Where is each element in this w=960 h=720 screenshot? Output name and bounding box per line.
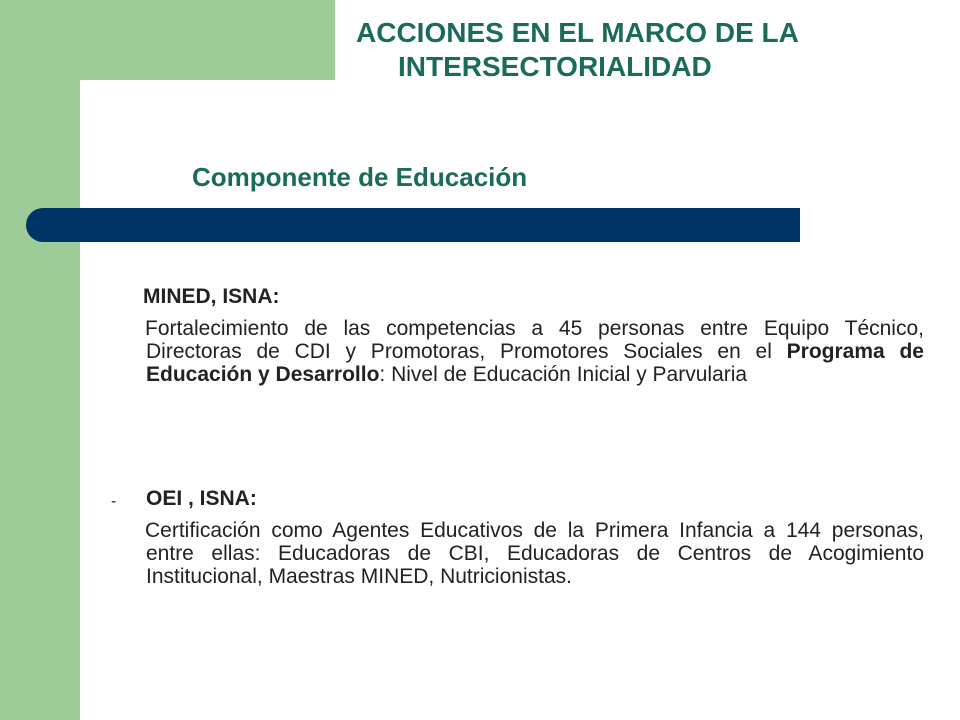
slide-title-line-2: INTERSECTORIALIDAD xyxy=(398,51,712,82)
slide-title xyxy=(340,16,940,84)
section-1-program-name: Programa de Educación y Desarrollo xyxy=(146,340,924,386)
green-left-panel xyxy=(0,0,80,720)
section-1-heading: MINED, ISNA: xyxy=(143,285,280,308)
section-2-text: Certificación como Agentes Educativos de la Primera Infancia a 144 personas, entre ellas: Educadoras de CBI, Educadoras de Centros de Acogimiento Institucional, Maestras MINED, Nutricionistas. xyxy=(145,519,924,588)
slide-subtitle: Componente de Educación xyxy=(192,162,528,192)
section-1-text-part-2: : Nivel de Educación Inicial y Parvularia xyxy=(379,363,748,386)
bullet-dash: - xyxy=(111,493,117,510)
section-1-text xyxy=(146,317,924,386)
section-1-text-part-1: Fortalecimiento de las competencias a 45 personas entre Equipo Técnico, Directoras de CDI y Promotoras, Promotores Sociales en el xyxy=(145,317,924,363)
rounded-content-corner xyxy=(80,80,200,200)
divider-bar xyxy=(26,208,800,242)
section-2-heading: OEI , ISNA: xyxy=(146,487,257,510)
slide-title-line-1: ACCIONES EN EL MARCO DE LA xyxy=(356,17,799,48)
